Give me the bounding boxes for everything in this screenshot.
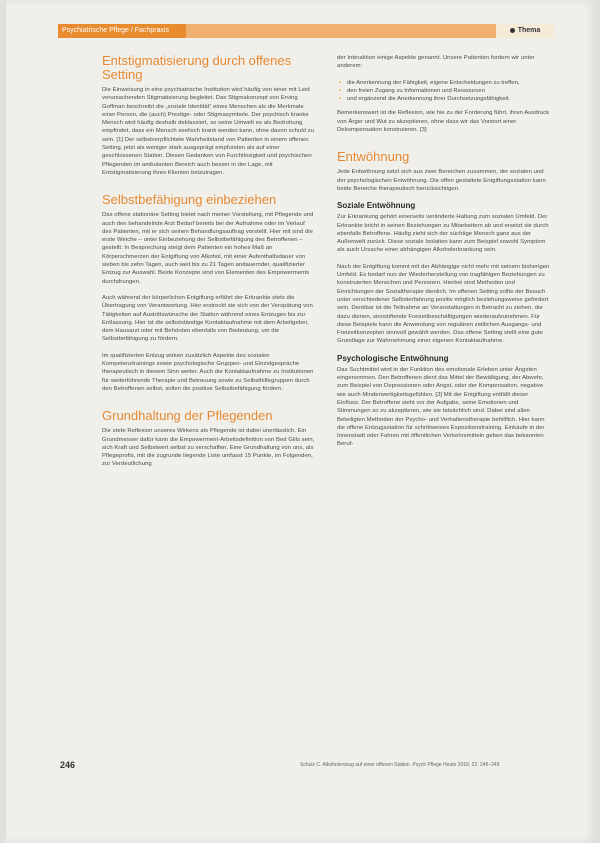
- paragraph: Die Einweisung in eine psychiatrische Institution wird häufig von einer mit Leid verursachenden Stigmatisierung begleitet. Das Stigmakonzept von Erving Goffman beschreibt die „soziale Identität“ eines Menschen als die Merkmale einer Person, die (auch) Prestige- oder Stigmasymbole. Der psychisch kranke Mensch wird häufig deshalb deklassiert, so seine Umwelt es als Bedrohung empfindet, dass ein Mensch seelisch krank werden kann, ohne davon schuld zu sein. [1] Der selbstverpflichtete Wahrheitstand von Patienten in einem offenen Setting, jetzt als weniger stark ausgeprägt empfunden als auf einer geschlossenen Station. Diesen Gedanken von Furchtlosigkeit und psychischen Pflegenden im ambulanten Bereich auch besser in der Lage, mit Entstigmatisierung ihres Klienten beizutragen.: [102, 87, 315, 176]
- page-number: 246: [60, 760, 76, 770]
- footer-citation: Schulz C. Alkoholentzug auf einer offenen Station. Psych Pflege Heute 2016; 22: 245–249: [300, 762, 500, 768]
- page-binding-shadow: [0, 0, 6, 843]
- paragraph: der Interaktion einige Aspekte genannt. Unsere Patienten fordern wir unter anderem:: [337, 55, 535, 70]
- paragraph: Bemerkenswert ist die Reflexion, wie hie zu der Forderung führt, ihren Ausdruck von Ärger und Wut zu akzeptieren, ohne dass wir das Vorwort einer Dekompensation konstruieren. [3]: [337, 110, 550, 134]
- header-section-label: Psychiatrische Pflege / Fachpraxis: [58, 24, 186, 38]
- paragraph: Zur Erkrankung gehört einerseits veränderte Haltung zum sozialen Umfeld. Der Erkrankte bricht in seinen Beziehungen zu Mitarbeitern ab und ersetzt sie durch ebenfalls Betroffene. Häufig zieht sich der süchtige Mensch ganz aus der Außenwelt zurück. Diese soziale Isolation kann zum Beispiel sowohl Symptom als auch Ursache einer abhängigen Alkoholerkrankung sein.: [337, 214, 549, 254]
- left-column: [102, 54, 316, 477]
- paragraph: Das Suchtmittel wird in der Funktion des emotionale Erleben unter Ängsten eingenommen. Den Betroffenen dient das Mittel der Bewältigung, der Abwehr, zum Beispiel von Depressionen oder Angst, oder der Kompensation, negative wie auch Minderwertigkeitsgefühlen. [3] Mit der Entgiftung entfällt dieser Einfluss. Der Betroffene sieht vor der Aufgabe, seine Emotionen und Stimmungen so zu akzeptieren, wie sie tatsächlich sind. Dabei sind allen Beteiligten Methoden der Psycho- und Verhaltenstherapie behilflich. Hier kann die offene Entzugsstation für schrittweises Expositionstraining. Einkäufe in der Innenstadt oder Fahren mit öffentlichen Verkehrsmitteln geben das bekannten Beruf-: [337, 366, 545, 448]
- section-heading: Selbstbefähigung einbeziehen: [102, 192, 277, 208]
- right-column: [337, 54, 551, 457]
- paragraph: Nach der Entgiftung kommt mit der Abhängige nicht mehr mit seinem bisherigen Umfeld. Es bedarf nun der Wiederherstellung von tragfähigen Beziehungen zu konstruierten Menschen und Personen. Hierbei sind Methoden und Einrichtungen der Sozialtherapie dienlich. Im offenen Setting sollte der Besuch unter verschiedener Selbsterfahrung positiv möglich beziehungsweise gefordert sein. Denkbar ist die Teilnahme an Veranstaltungen in Betracht zu ziehen, die dazu dienen, sinnstiftende Freizeitbeschäftigungen wiederaufzunehmen. Für diese Beispiele kann die Anwendung von regulären zeitlichen Ausgangs- und Freizeitkonzepten sinnvoll gewählt werden. Das offene Setting stellt eine gute Grundlage zur Wahrnehmung einer eigenen Kontaktaufnahme.: [337, 263, 550, 345]
- bullet-icon: [510, 28, 515, 33]
- running-header: [58, 24, 554, 38]
- header-category-label: Thema: [517, 27, 541, 34]
- paragraph: Jede Entwöhnung setzt sich aus zwei Bereichen zusammen, der sozialen und der psychologischen Entwöhnung. Die offen gestaltete Entgiftungsstation kann beide Bereiche therapeutisch berücksichtigen.: [337, 169, 546, 192]
- subsection-heading: Psychologische Entwöhnung: [337, 353, 449, 363]
- paragraph: Das offene stationäre Setting bietet nach meiner Vorstellung, mit Pflegende und auch den behandelnde Arzt Bedarf bereits bei der Aufnahme oder im Verlauf des Patienten, mit er sich seinen Behandlungsauftrag vorstellt. Hier mit sind die erste Weiche – unter Einbeziehung der Selbstbefähigung des Betroffenen – gestellt. In Besprechung steigt dem Patienten ein hohes Maß an Körperschmerzen der Entgiftung von Alkohol, mit einer Aufenthaltsdauer von sieben bis zehn Tagen, auch weit bis zu 21 Tagen andauernder, qualifizierter Entzug zur Auswahl. Beide Konzepte sind von Elementen des Empowerments durchdrungen.: [102, 212, 314, 285]
- header-category-badge: [496, 24, 554, 38]
- paragraph: Auch während der körperlichen Entgiftung erfährt der Erkrankte stets die Übertragung von Verantwortung. Hier erstreckt sie sich von der Verspätung von Tätigkeiten auf Austrittswünsche der Station während eines Entzuges bis zur Entlassung. Hier ist die selbstständige Kontaktaufnahme mit dem Arbeitgeber, dem Hausarzt oder mit Behörden ebenfalls von Bedeutung, um die Selbstbefähigung zu fördern.: [102, 294, 313, 343]
- list-item: • den freien Zugang zu Informationen und Ressourcen: [347, 87, 551, 95]
- section-heading: Grundhaltung der Pflegenden: [102, 408, 273, 424]
- list-item: • die Anerkennung der Fähigkeit, eigene Entscheidungen zu treffen,: [347, 79, 551, 87]
- subsection-heading: Soziale Entwöhnung: [337, 201, 416, 211]
- bullet-list: [337, 79, 551, 104]
- section-heading: Entwöhnung: [337, 149, 410, 165]
- list-item: • und ergänzend die Anerkennung ihrer Durchsetzungsfähigkeit.: [347, 95, 551, 103]
- paragraph: Im qualifizierten Entzug wirken zusätzlich Aspekte des sozialen Kompetenztrainings sowie psychologische Gruppen- und Einzelgespräche therapeutisch in diesem Sinn weiter. Auch die Kontaktaufnahme zu Institutionen für weiterführende Therapie und Betreuung sowie zu Selbsthilfegruppen durch den Betroffenen selbst, sollen die positive Selbstbefähigung fördern.: [102, 352, 314, 392]
- paragraph: Die stete Reflexion unseres Wirkens als Pflegende ist dabei unerlässlich. Ein Grundmesser dafür kann die Empowerment-Arbeitsdefinition von Bed Gills sein, sich Kraft und Selbstwert selbst zu verschaffen. Eine Grundhaltung von uns, als Pflegeprofis, mit die zugrunde liegende Liste umfasst 15 Punkte, im Folgenden, zur Verdeutlichung: [102, 428, 315, 468]
- section-heading: Entstigmatisierung durch offenes Setting: [102, 53, 292, 82]
